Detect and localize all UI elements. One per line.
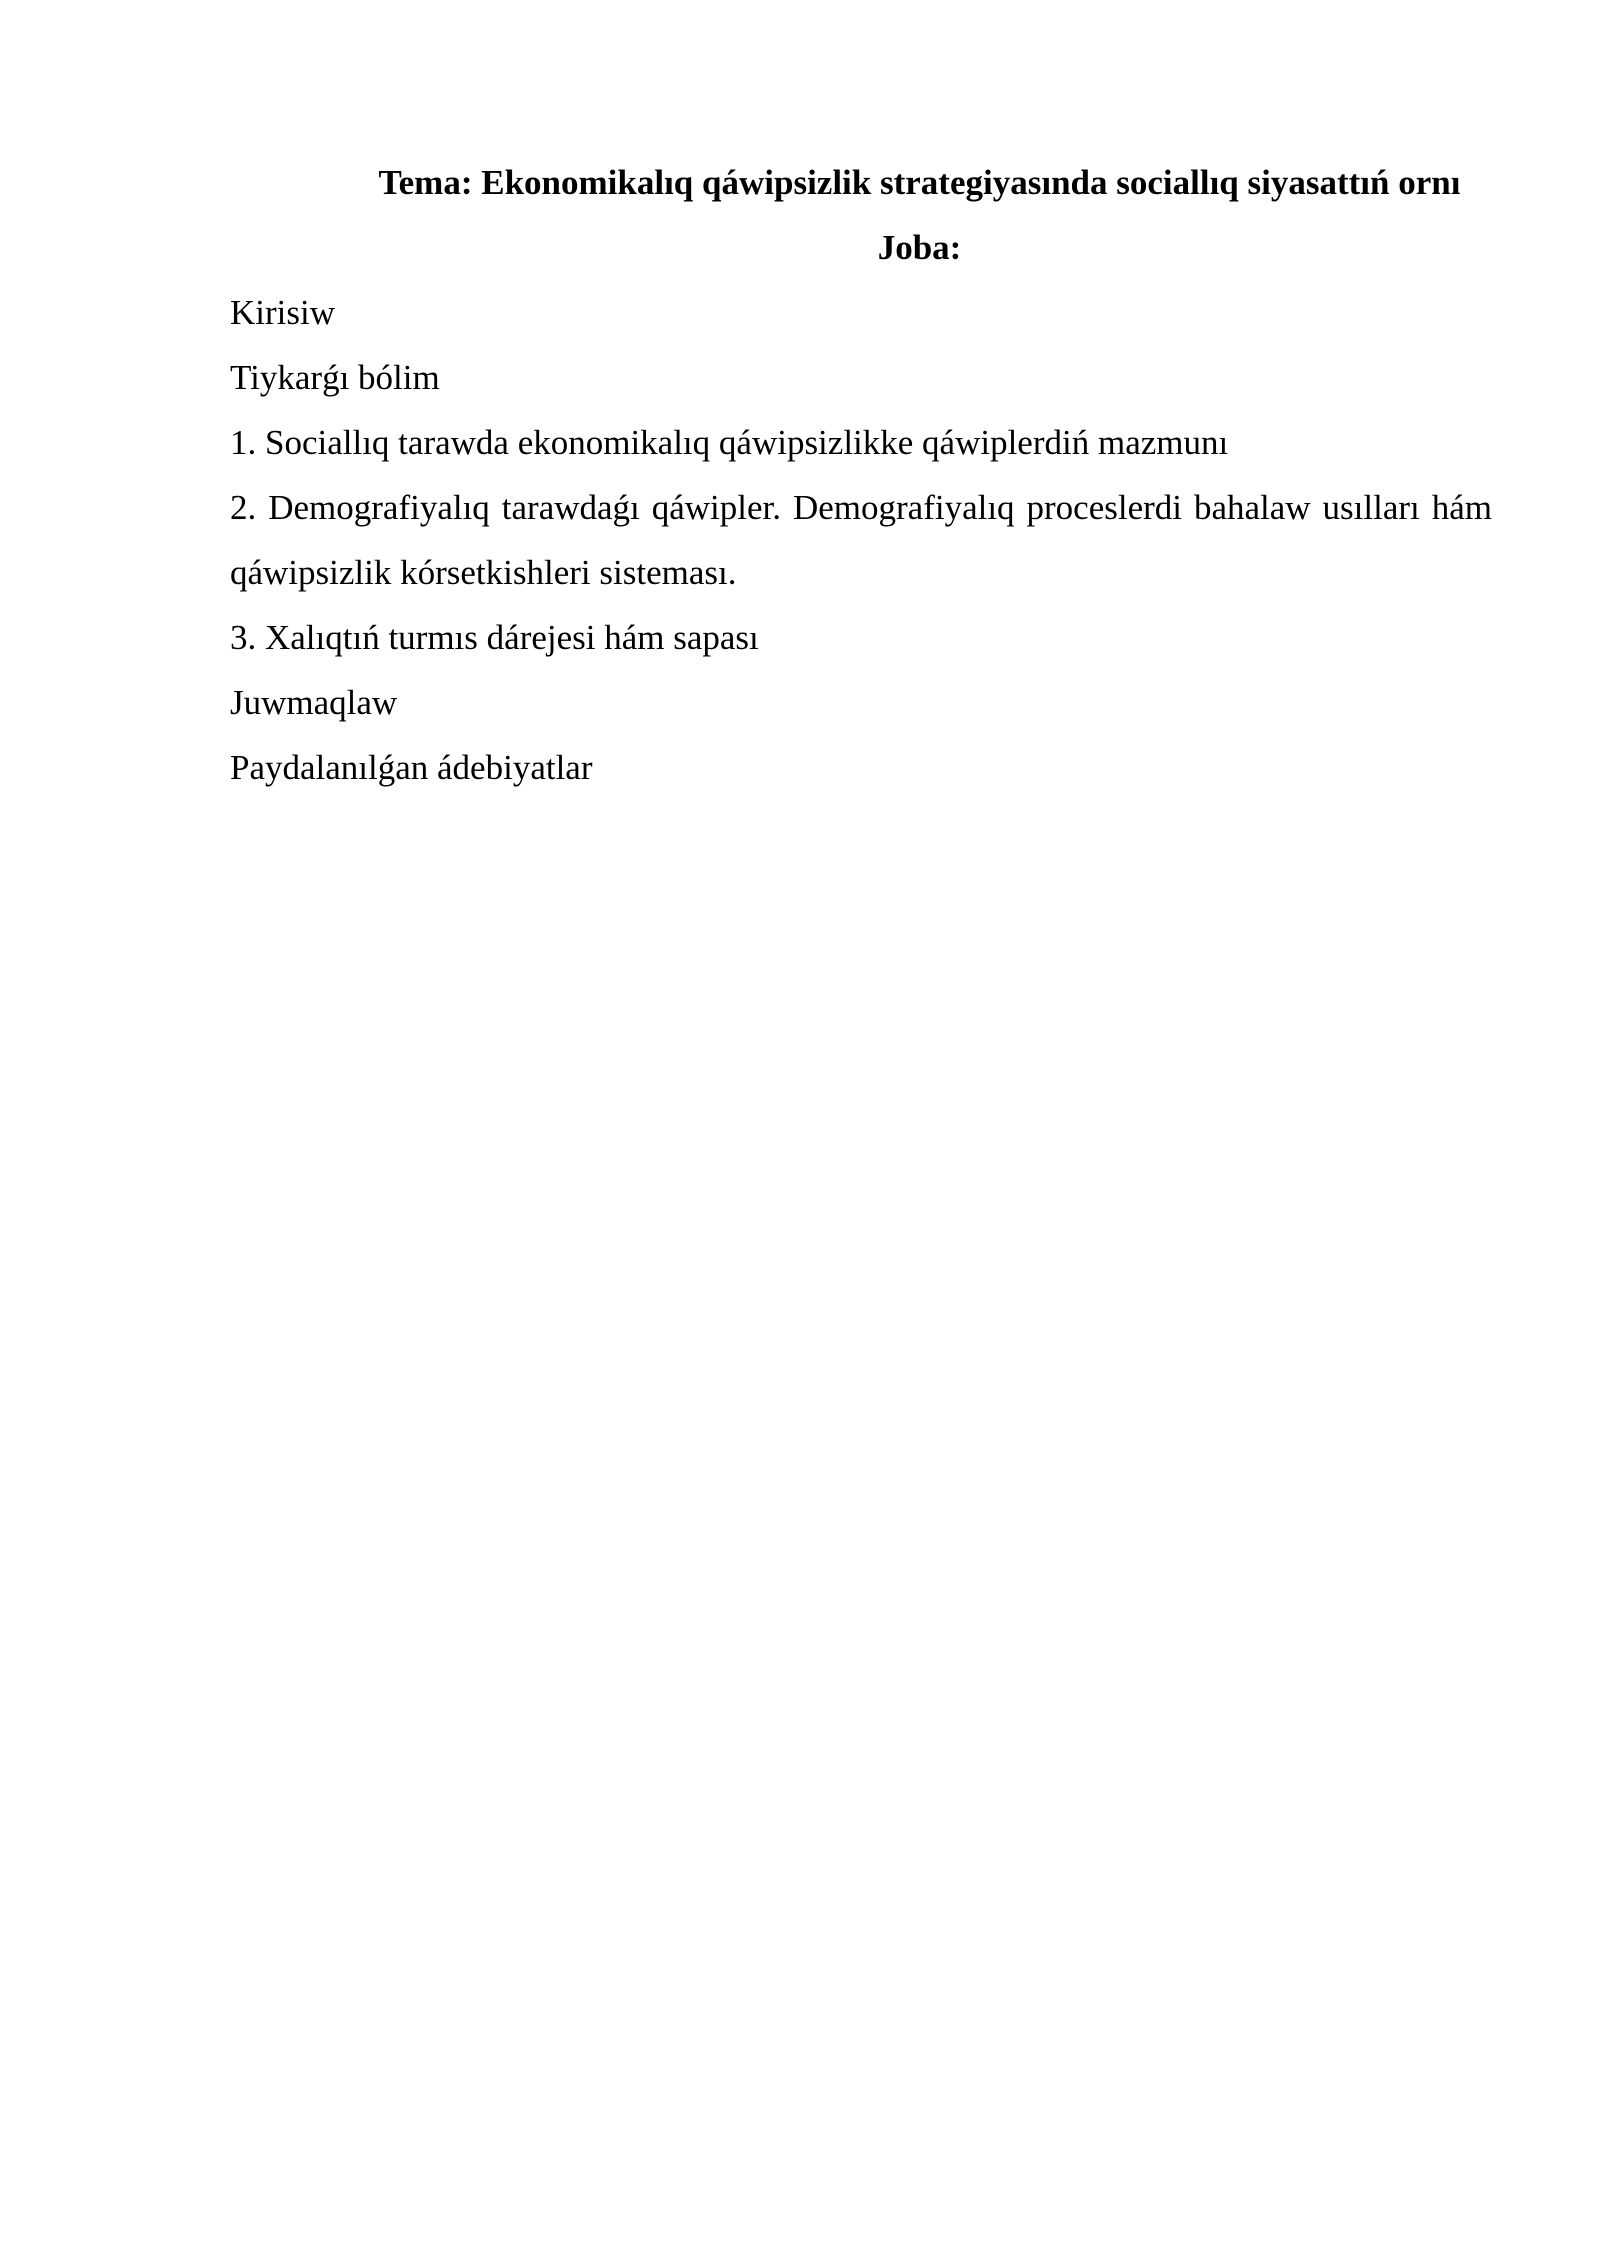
plan-item-3: 3. Xalıqtıń turmıs dárejesi hám sapası [230,618,759,657]
plan-heading: Joba: [877,228,962,267]
plan-item-introduction: Kirisiw [230,293,335,332]
plan-item-conclusion: Juwmaqlaw [230,683,398,722]
plan-item-1: 1. Sociallıq tarawda ekonomikalıq qáwipsizlikke qáwiplerdiń mazmunı [230,423,1229,462]
plan-item-references: Paydalanılǵan ádebiyatlar [230,748,593,787]
plan-item-main-part: Tiykarǵı bólim [230,358,440,397]
document-title: Tema: Ekonomikalıq qáwipsizlik strategiyasında sociallıq siyasattıń ornı [378,163,1461,202]
document-content [230,150,1492,800]
plan-item-2: 2. Demografiyalıq tarawdaǵı qáwipler. Demografiyalıq proceslerdi bahalaw usılları hám qáwipsizlik kórsetkishleri sisteması. [230,488,1492,592]
